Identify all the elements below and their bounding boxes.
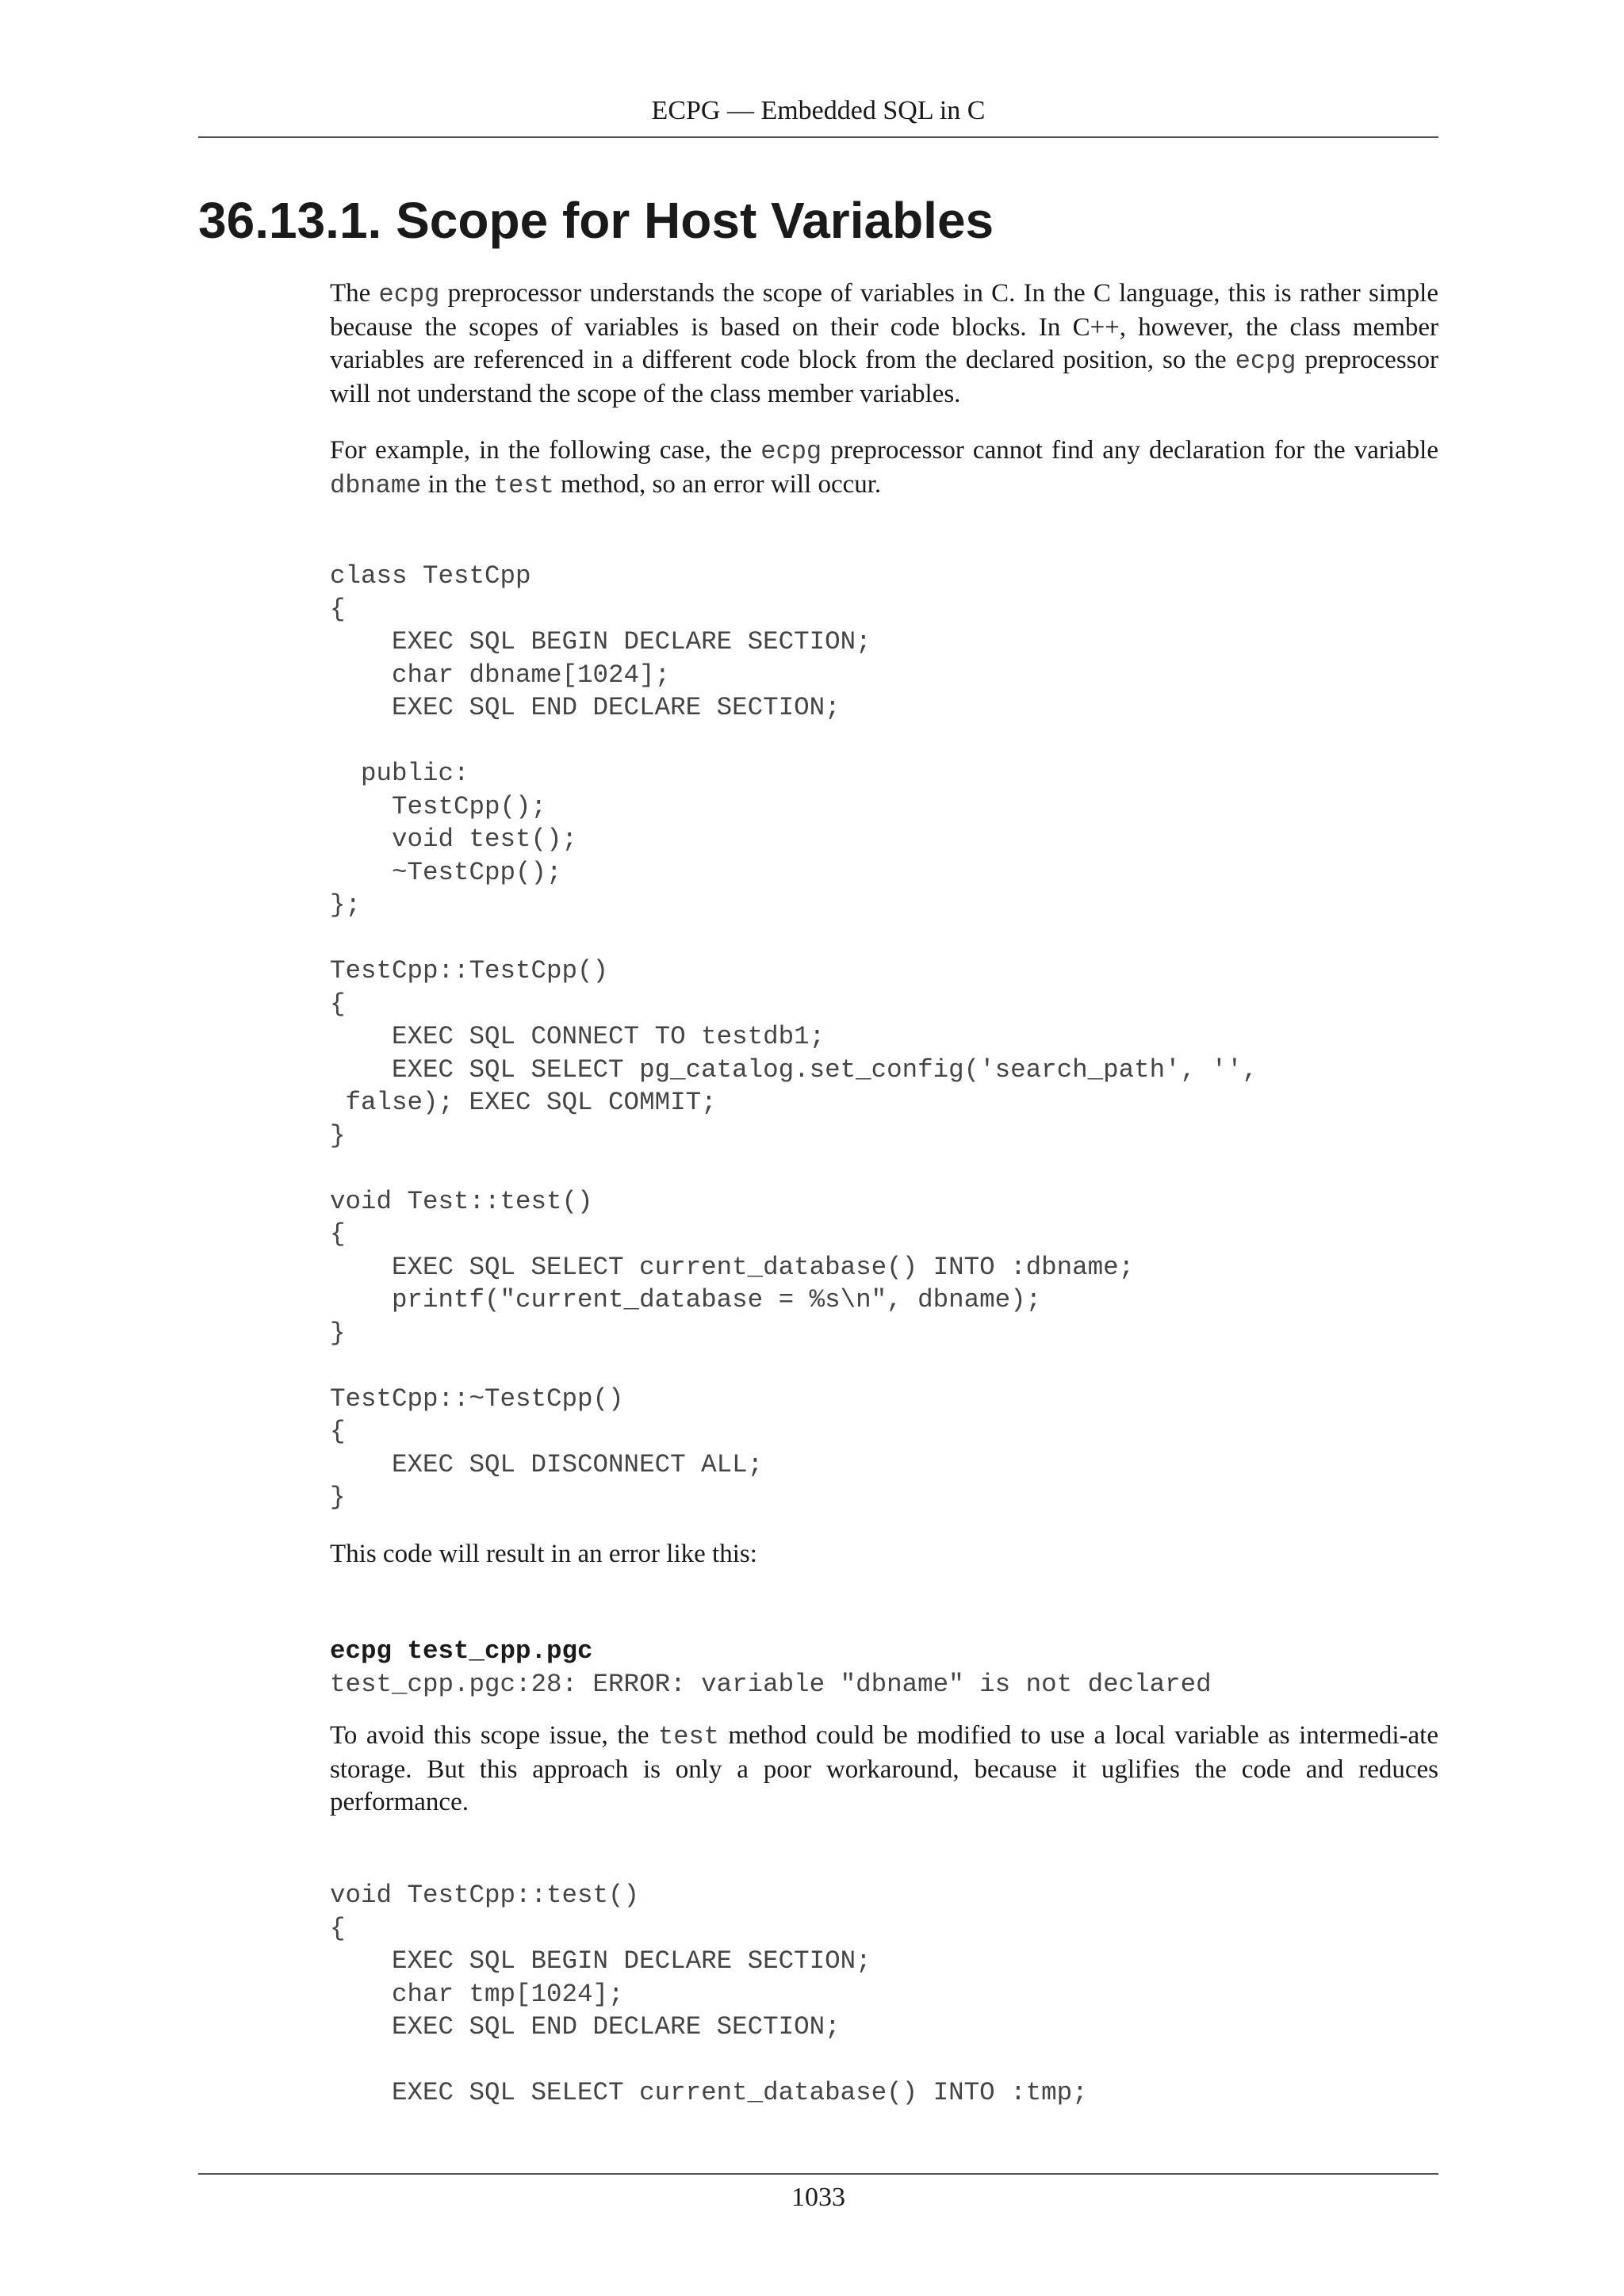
running-header: ECPG — Embedded SQL in C <box>651 96 986 125</box>
text-run: preprocessor cannot find any declaration for the variable <box>822 436 1438 465</box>
text-run: preprocessor will not understand the scope of the class member variables. <box>330 346 1438 408</box>
code-error-output <box>330 1635 1212 1701</box>
paragraph-error-intro: This code will result in an error like this: <box>330 1540 757 1568</box>
text-run: method, so an error will occur. <box>553 469 882 499</box>
code-example-workaround: void TestCpp::test() { EXEC SQL BEGIN DECLARE SECTION; char tmp[1024]; EXEC SQL END DECLARE SECTION; EXEC SQL SELECT current_database() INTO :tmp; <box>330 1881 1088 2107</box>
text-run: For example, in the following case, the <box>330 436 761 465</box>
code-example-class: class TestCpp { EXEC SQL BEGIN DECLARE SECTION; char dbname[1024]; EXEC SQL END DECLARE SECTION; public: TestCpp(); void test(); ~TestCpp(); }; TestCpp::TestCpp() { EXEC SQL CONNECT TO testdb1; EXEC SQL SELECT pg_catalog.set_config('search_path', '', false); EXEC SQL COMMIT; } void Test::test() { EXEC SQL SELECT current_database() INTO :dbname; printf("current_database = %s\n", dbname); } TestCpp::~TestCpp() { EXEC SQL DISCONNECT ALL; } <box>330 561 1258 1512</box>
text-run: in the <box>421 469 493 499</box>
paragraph-example-intro <box>330 434 1438 502</box>
inline-code: ecpg <box>760 437 822 466</box>
footer-rule <box>198 2173 1438 2175</box>
paragraph-scope-intro <box>330 277 1438 411</box>
page-number: 1033 <box>791 2183 845 2212</box>
inline-code: dbname <box>330 470 422 500</box>
text-run: method could be modified to use a local variable as intermedi-ate storage. But this approach is only a poor workaround, because it uglifies the code and reduces performance. <box>330 1721 1438 1816</box>
inline-code: ecpg <box>1235 346 1297 376</box>
inline-code: test <box>658 1722 719 1751</box>
inline-code: ecpg <box>378 280 440 309</box>
text-run: The <box>330 279 379 308</box>
text-run: To avoid this scope issue, the <box>330 1721 659 1750</box>
inline-code: test <box>492 470 554 500</box>
error-line: test_cpp.pgc:28: ERROR: variable "dbname" is not declared <box>330 1669 1212 1699</box>
section-title: 36.13.1. Scope for Host Variables <box>198 192 994 249</box>
text-run: preprocessor understands the scope of variables in C. In the C language, this is rather simple because the scopes of variables is based on their code blocks. In C++, however, the class member variables are referenced in a different code block from the declared position, so the <box>330 279 1439 374</box>
paragraph-workaround <box>330 1720 1438 1820</box>
header-rule <box>198 136 1438 138</box>
command-line: ecpg test_cpp.pgc <box>330 1636 593 1666</box>
